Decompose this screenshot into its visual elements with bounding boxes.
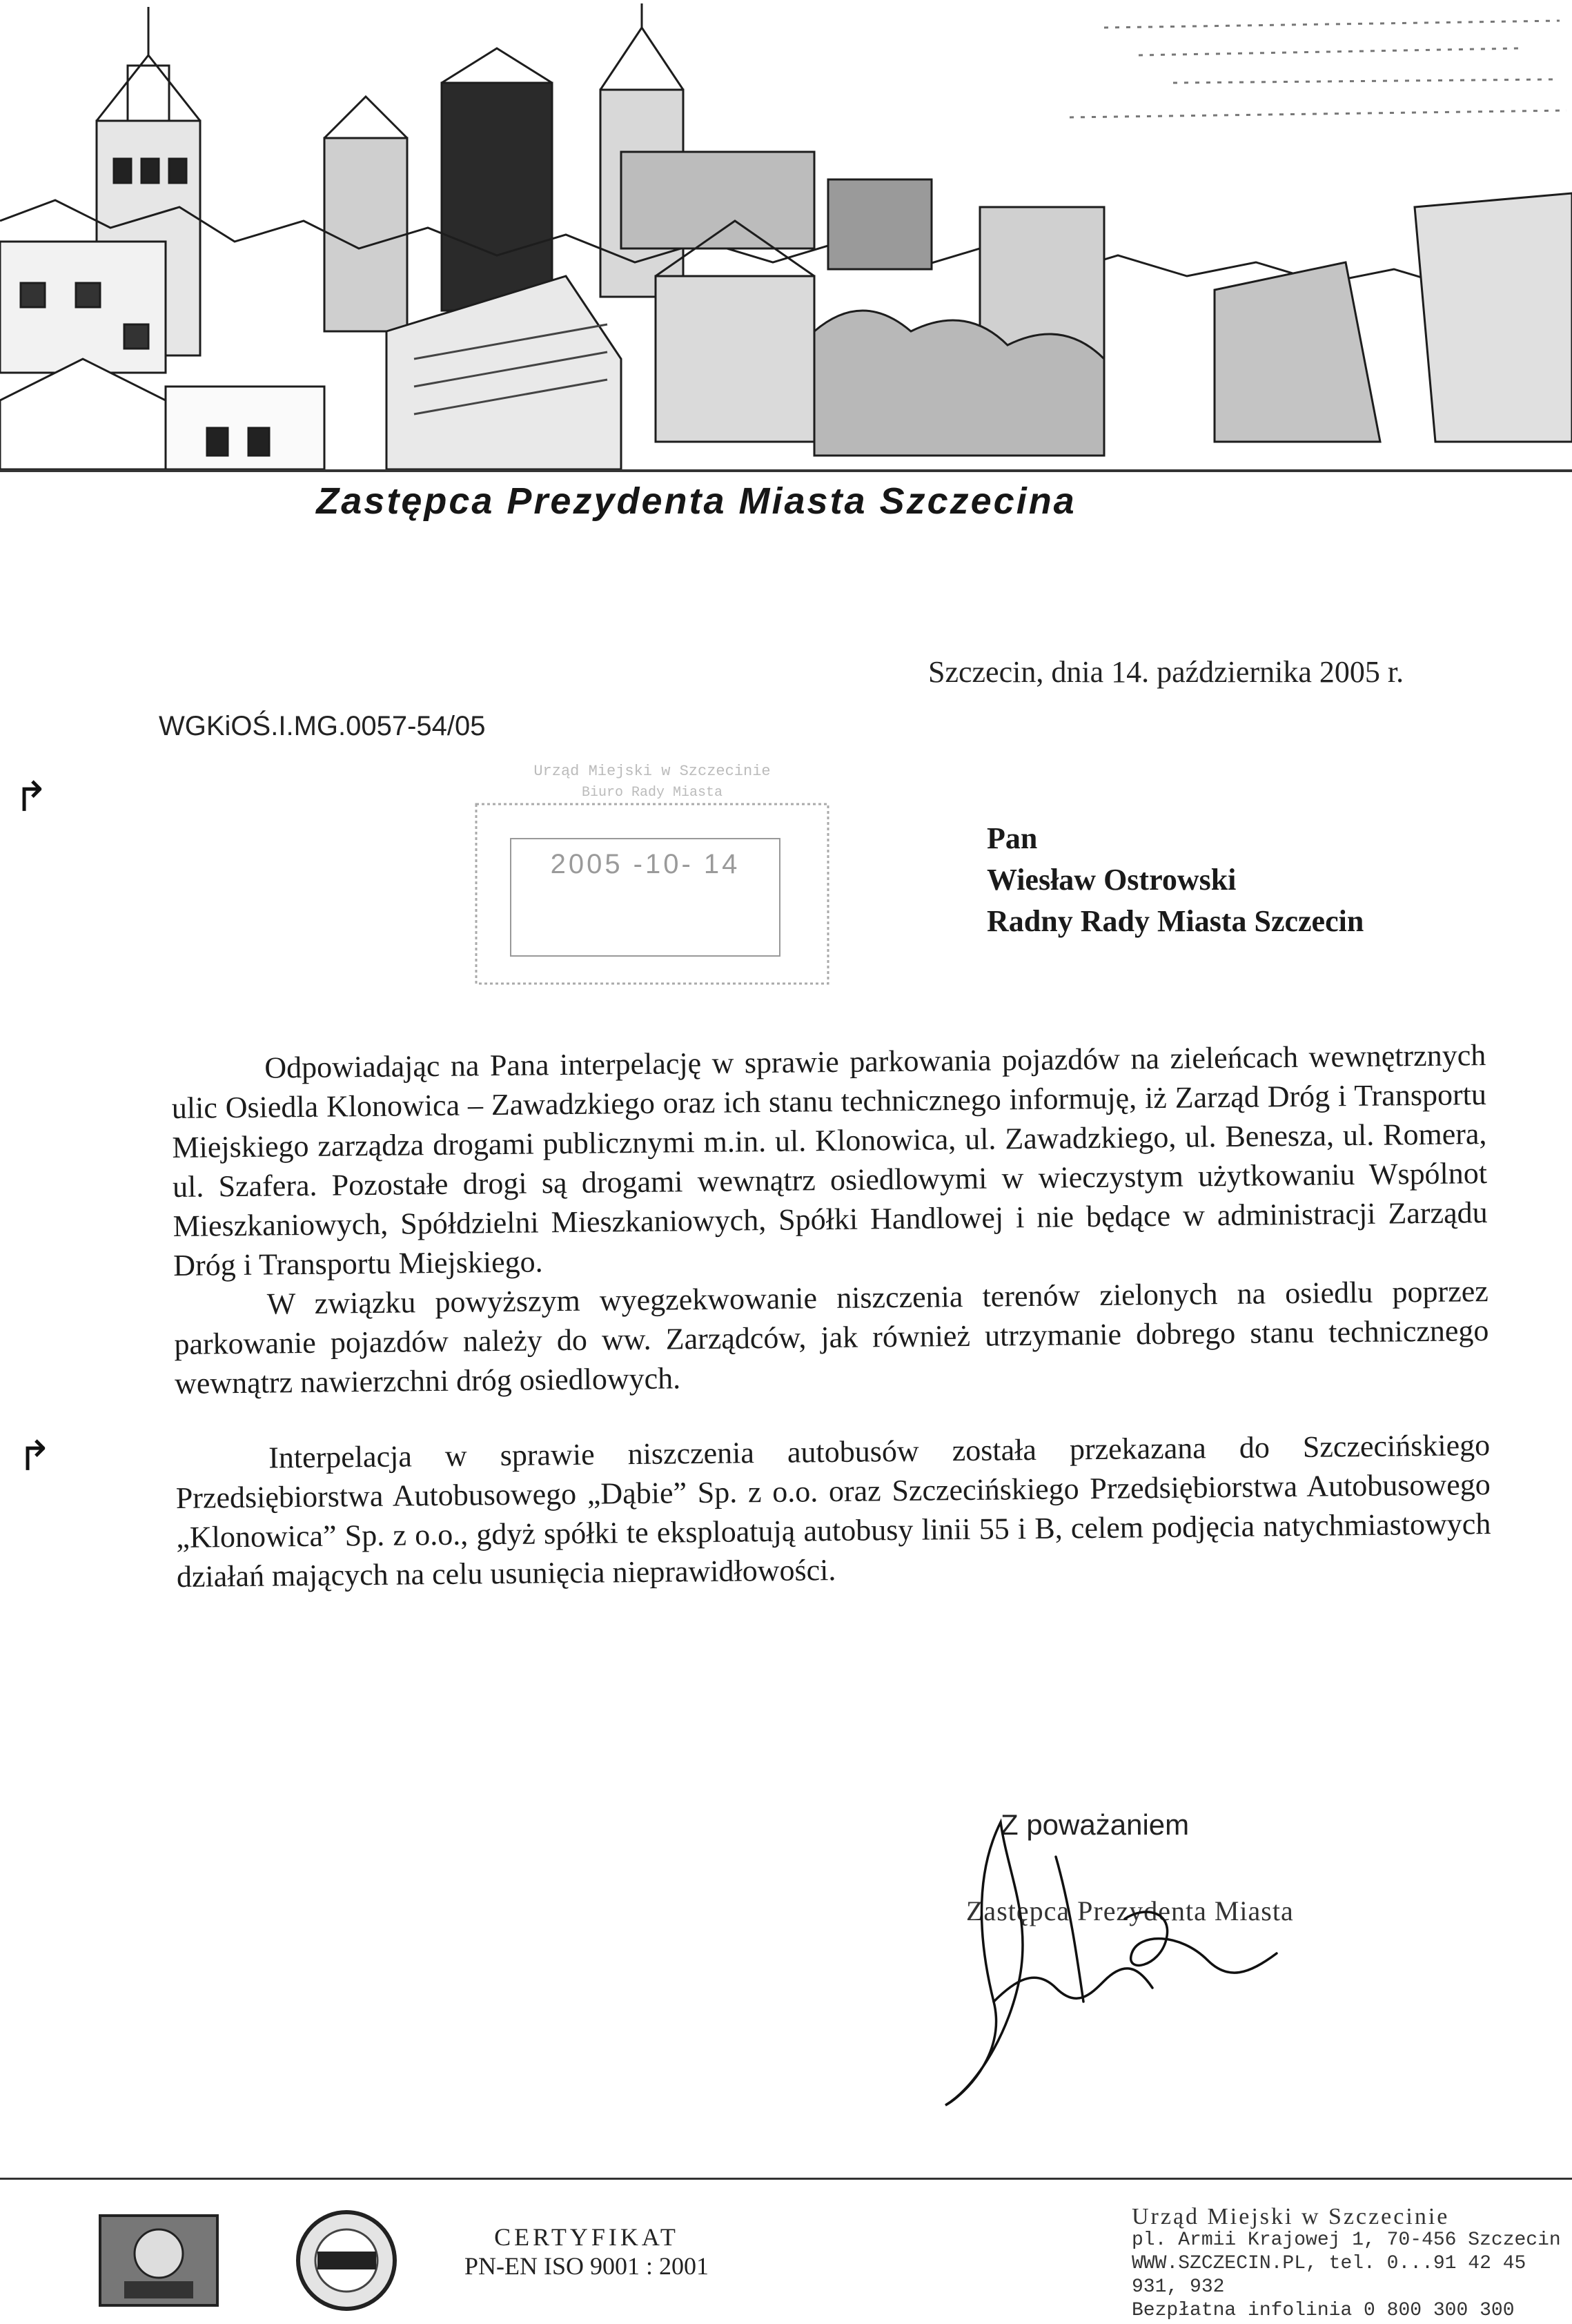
certificate-block (442, 2223, 731, 2281)
stamp-sub-line: Biuro Rady Miasta (581, 785, 723, 801)
address-line: pl. Armii Krajowej 1, 70-456 Szczecin (1132, 2229, 1561, 2251)
recipient-block (987, 818, 1364, 942)
address-title: Urząd Miejski w Szczecinie (1132, 2204, 1450, 2229)
recipient-title: Radny Rady Miasta Szczecin (987, 904, 1364, 938)
body-paragraph: Interpelacja w sprawie niszczenia autobusów została przekazana do Szczecińskiego Przedsiębiorstwa Autobusowego „Dąbie” Sp. z o.o. oraz Szczecińskiego Przedsiębiorstwa Autobusowego „Klonowica” Sp. z o.o., gdyż spółki te eksploatują autobusy linii 55 i B, celem podjęcia natychmiastowych działań mających na celu usunięcia nieprawidłowości. (175, 1428, 1491, 1594)
pcbc-seal-icon (97, 2212, 221, 2309)
certificate-title: CERTYFIKAT (494, 2223, 679, 2251)
handwritten-signature (918, 1795, 1332, 2119)
letter-dateline: Szczecin, dnia 14. października 2005 r. (928, 655, 1404, 689)
recipient-name: Wiesław Ostrowski (987, 863, 1237, 897)
received-stamp (469, 756, 835, 990)
body-paragraph: W związku powyższym wyegzekwowanie niszczenia terenów zielonych na osiedlu poprzez parkowanie pojazdów należy do ww. Zarządców, jak również utrzymanie dobrego stanu technicznego wewnątrz nawierzchni dróg osiedlowych. (174, 1274, 1489, 1400)
footer-divider (0, 2178, 1572, 2180)
office-title (0, 480, 1572, 523)
signatory-role: Zastępca Prezydenta Miasta (966, 1895, 1294, 1926)
stamp-office-line: Urząd Miejski w Szczecinie (533, 763, 771, 780)
address-line: WWW.SZCZECIN.PL, tel. 0...91 42 45 931, 932 (1132, 2253, 1526, 2298)
stamp-date: 2005 -10- 14 (550, 849, 740, 879)
reference-number: WGKiOŚ.I.MG.0057-54/05 (159, 711, 486, 741)
office-title-text: Zastępca Prezydenta Miasta Szczecina (316, 480, 1077, 522)
certificate-standard: PN-EN ISO 9001 : 2001 (464, 2252, 709, 2280)
hook-arrow-icon: ↱ (14, 773, 49, 821)
body-paragraph: Odpowiadając na Pana interpelację w sprawie parkowania pojazdów na zieleńcach wewnętrznych ulic Osiedla Klonowica – Zawadzkiego oraz ich stanu technicznego informuję, iż Zarząd Dróg i Transportu Miejskiego zarządza drogami publicznymi m.in. ul. Klonowica, ul. Zawadzkiego, ul. Benesza, ul. Romera, ul. Szafera. Pozostałe drogi są drogami wewnątrz osiedlowymi w wieczystym użytkowaniu Wspólnot Mieszkaniowych, Spółdzielni Mieszkaniowych, Spółki Handlowej i nie będące w administracji Zarządu Dróg i Transportu Miejskiego. (171, 1038, 1488, 1282)
header-city-illustration (0, 0, 1572, 476)
iqnet-seal-icon (290, 2209, 404, 2312)
hook-arrow-icon: ↱ (17, 1432, 52, 1481)
letter-body (171, 1035, 1491, 1596)
recipient-salutation: Pan (987, 821, 1038, 855)
office-address (1132, 2205, 1572, 2323)
address-line: Bezpłatna infolinia 0 800 300 300 (1132, 2300, 1515, 2321)
closing-line: Z poważaniem (1001, 1808, 1190, 1841)
